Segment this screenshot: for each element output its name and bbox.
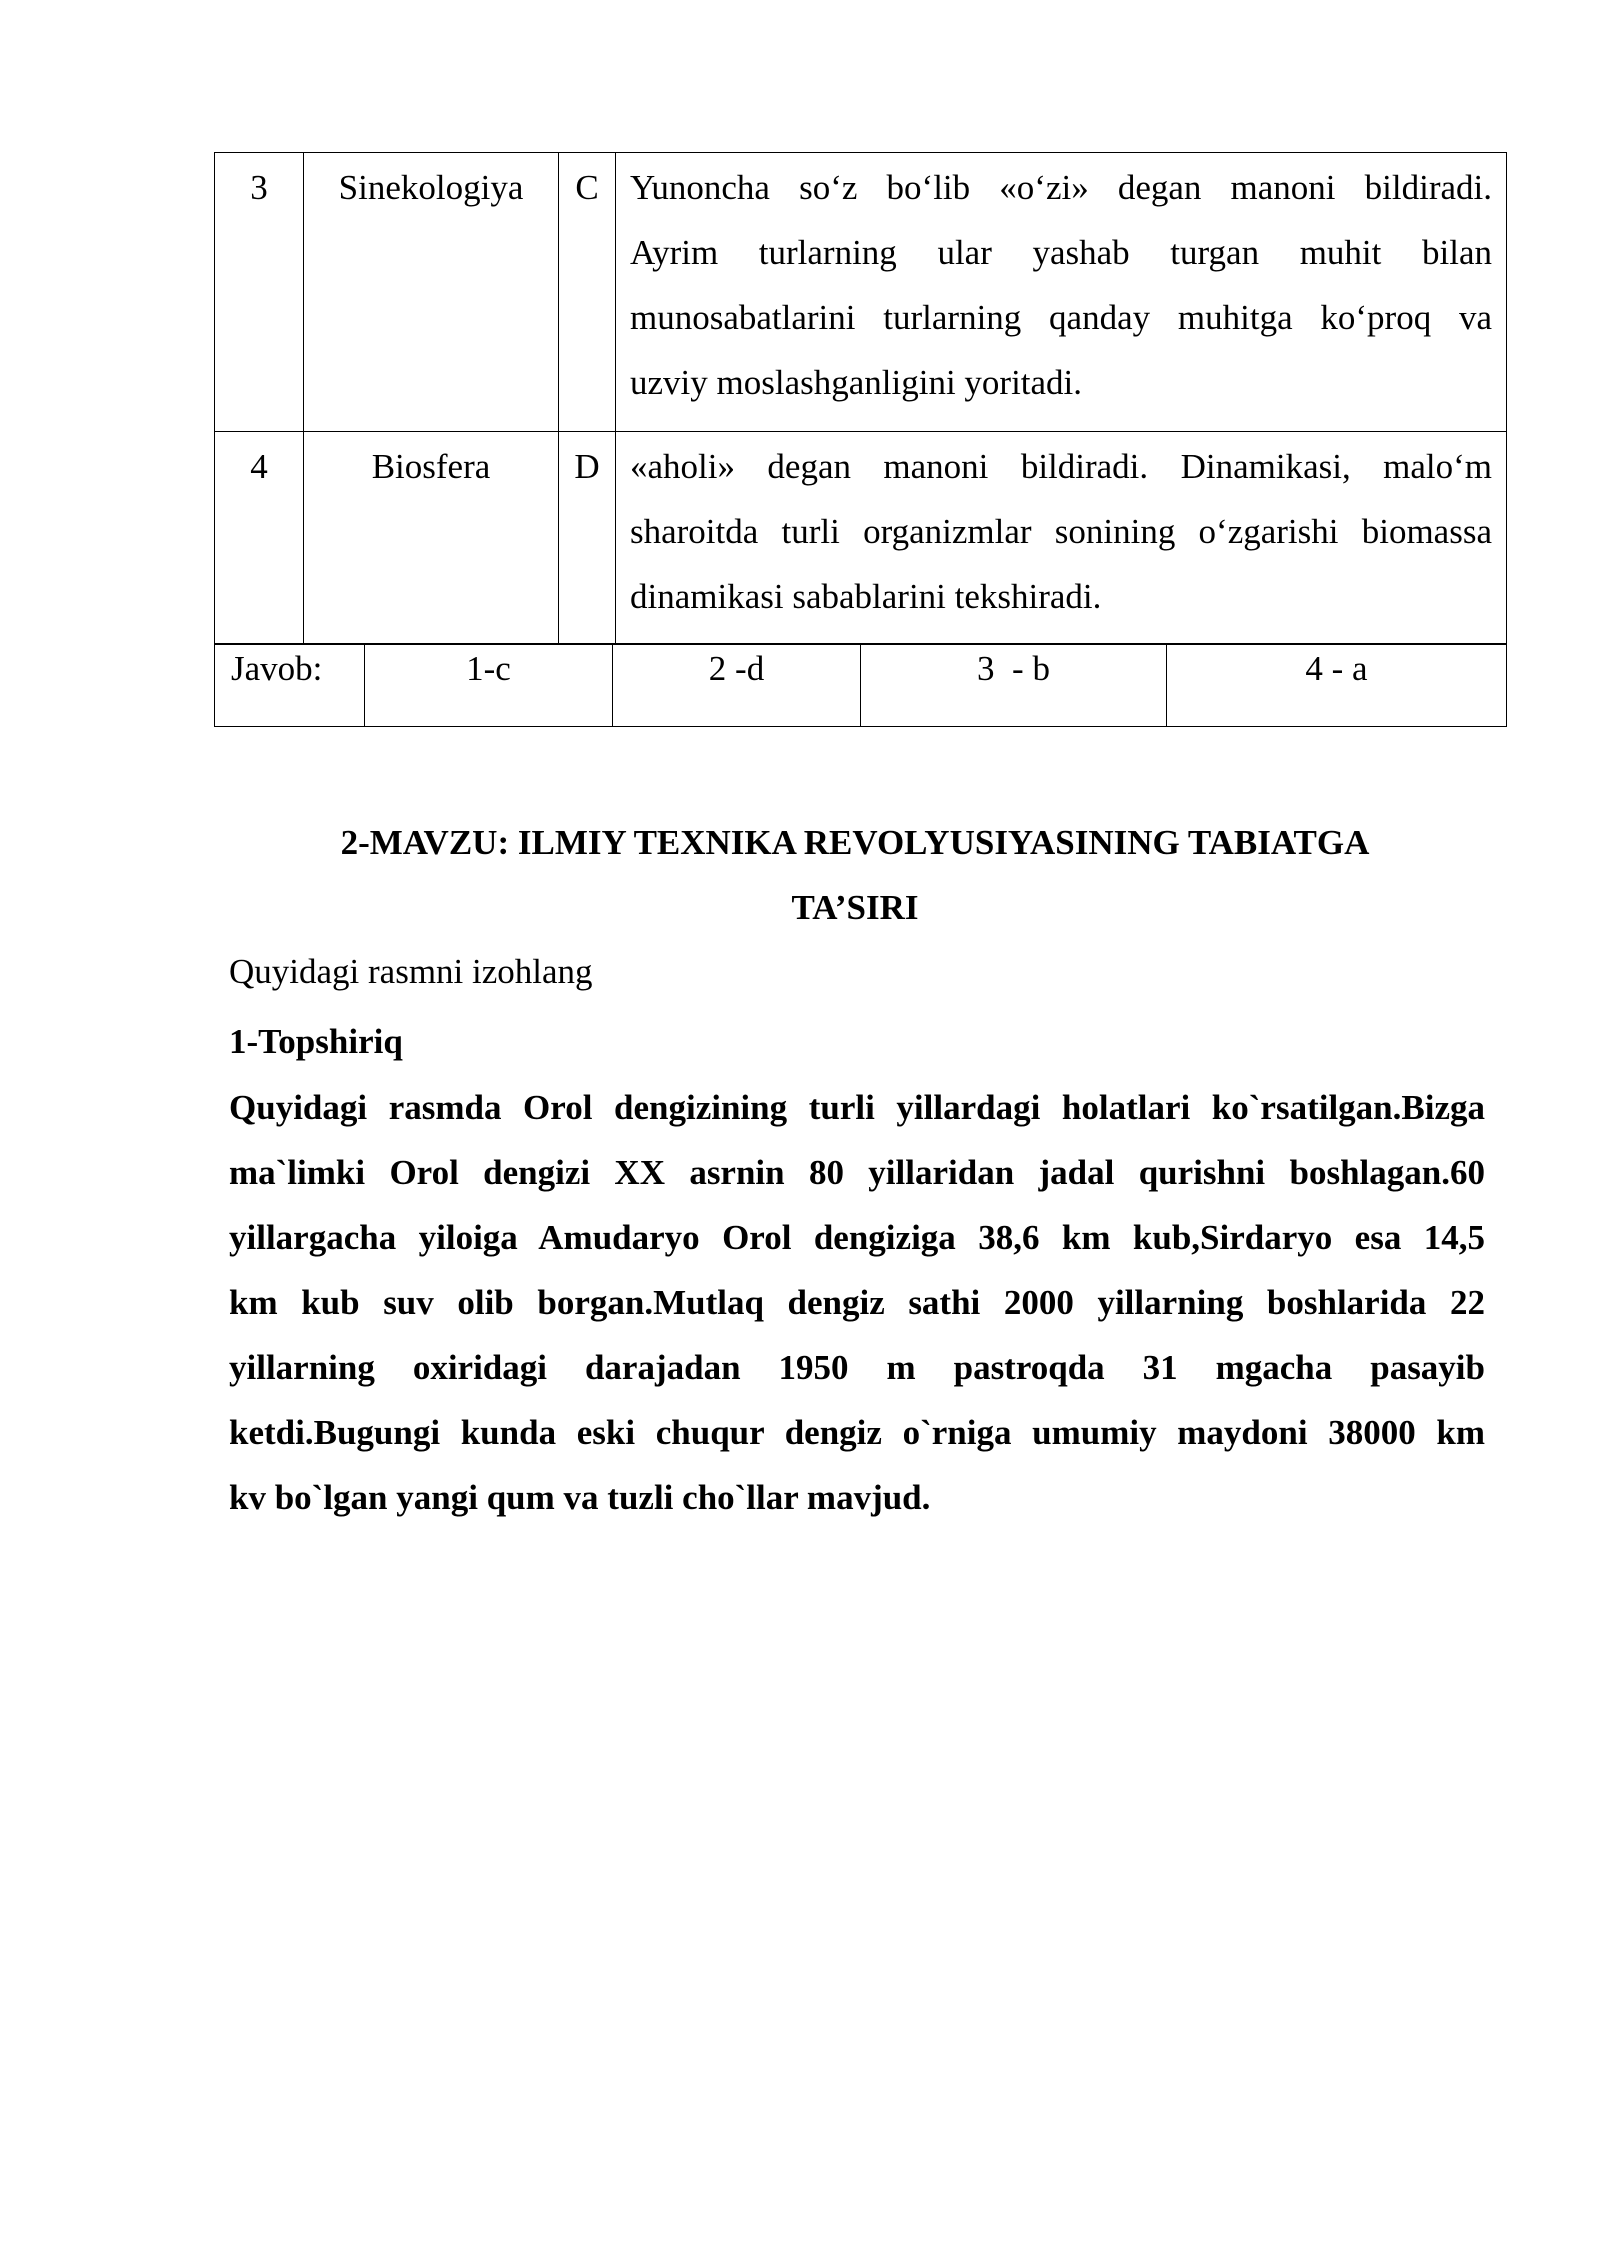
description-line: Ayrim turlarning ular yashab turgan muhit bilan <box>630 233 1492 272</box>
description-line: Yunoncha so‘z bo‘lib «o‘zi» degan manoni bildiradi. <box>630 168 1492 207</box>
answers-table <box>214 643 1507 727</box>
row-number: 4 <box>215 432 304 645</box>
description-line: dinamikasi sabablarini tekshiradi. <box>630 577 1102 616</box>
description-line: sharoitda turli organizmlar sonining o‘zgarishi biomassa <box>630 512 1492 551</box>
topic-heading-line: 2-MAVZU: ILMIY TEXNIKA REVOLYUSIYASINING TABIATGA <box>340 823 1370 862</box>
task-line: ma`limki Orol dengizi XX asrnin 80 yillaridan jadal qurishni boshlagan.60 <box>229 1153 1485 1192</box>
answer-cell: 1-c <box>365 644 613 727</box>
terms-table <box>214 152 1507 645</box>
task-body <box>229 1075 1485 1530</box>
task-line: kv bo`lgan yangi qum va tuzli cho`llar mavjud. <box>229 1478 931 1517</box>
answers-label: Javob: <box>215 644 365 727</box>
row-letter: C <box>559 153 616 432</box>
task-line: km kub suv olib borgan.Mutlaq dengiz sathi 2000 yillarning boshlarida 22 <box>229 1283 1485 1322</box>
row-number: 3 <box>215 153 304 432</box>
answer-cell: 3 - b <box>861 644 1167 727</box>
answer-cell: 4 - a <box>1167 644 1507 727</box>
description-line: «aholi» degan manoni bildiradi. Dinamikasi, malo‘m <box>630 447 1492 486</box>
task-line: Quyidagi rasmda Orol dengizining turli yillardagi holatlari ko`rsatilgan.Bizga <box>229 1088 1485 1127</box>
task-line: yillarning oxiridagi darajadan 1950 m pastroqda 31 mgacha pasayib <box>229 1348 1485 1387</box>
description-line: munosabatlarini turlarning qanday muhitga ko‘proq va <box>630 298 1492 337</box>
row-description <box>616 432 1507 645</box>
task-line: ketdi.Bugungi kunda eski chuqur dengiz o`rniga umumiy maydoni 38000 km <box>229 1413 1485 1452</box>
topic-heading <box>230 810 1480 940</box>
row-term: Sinekologiya <box>304 153 559 432</box>
answer-cell: 2 -d <box>613 644 861 727</box>
table-row <box>215 153 1507 432</box>
intro-text: Quyidagi rasmni izohlang <box>229 952 593 991</box>
answers-row <box>215 644 1507 727</box>
table-row <box>215 432 1507 645</box>
description-line: uzviy moslashganligini yoritadi. <box>630 363 1083 402</box>
task-line: yillargacha yiloiga Amudaryo Orol dengiziga 38,6 km kub,Sirdaryo esa 14,5 <box>229 1218 1485 1257</box>
task-title: 1-Topshiriq <box>229 1022 403 1061</box>
row-description <box>616 153 1507 432</box>
row-term: Biosfera <box>304 432 559 645</box>
topic-heading-line: TA’SIRI <box>791 888 919 927</box>
row-letter: D <box>559 432 616 645</box>
